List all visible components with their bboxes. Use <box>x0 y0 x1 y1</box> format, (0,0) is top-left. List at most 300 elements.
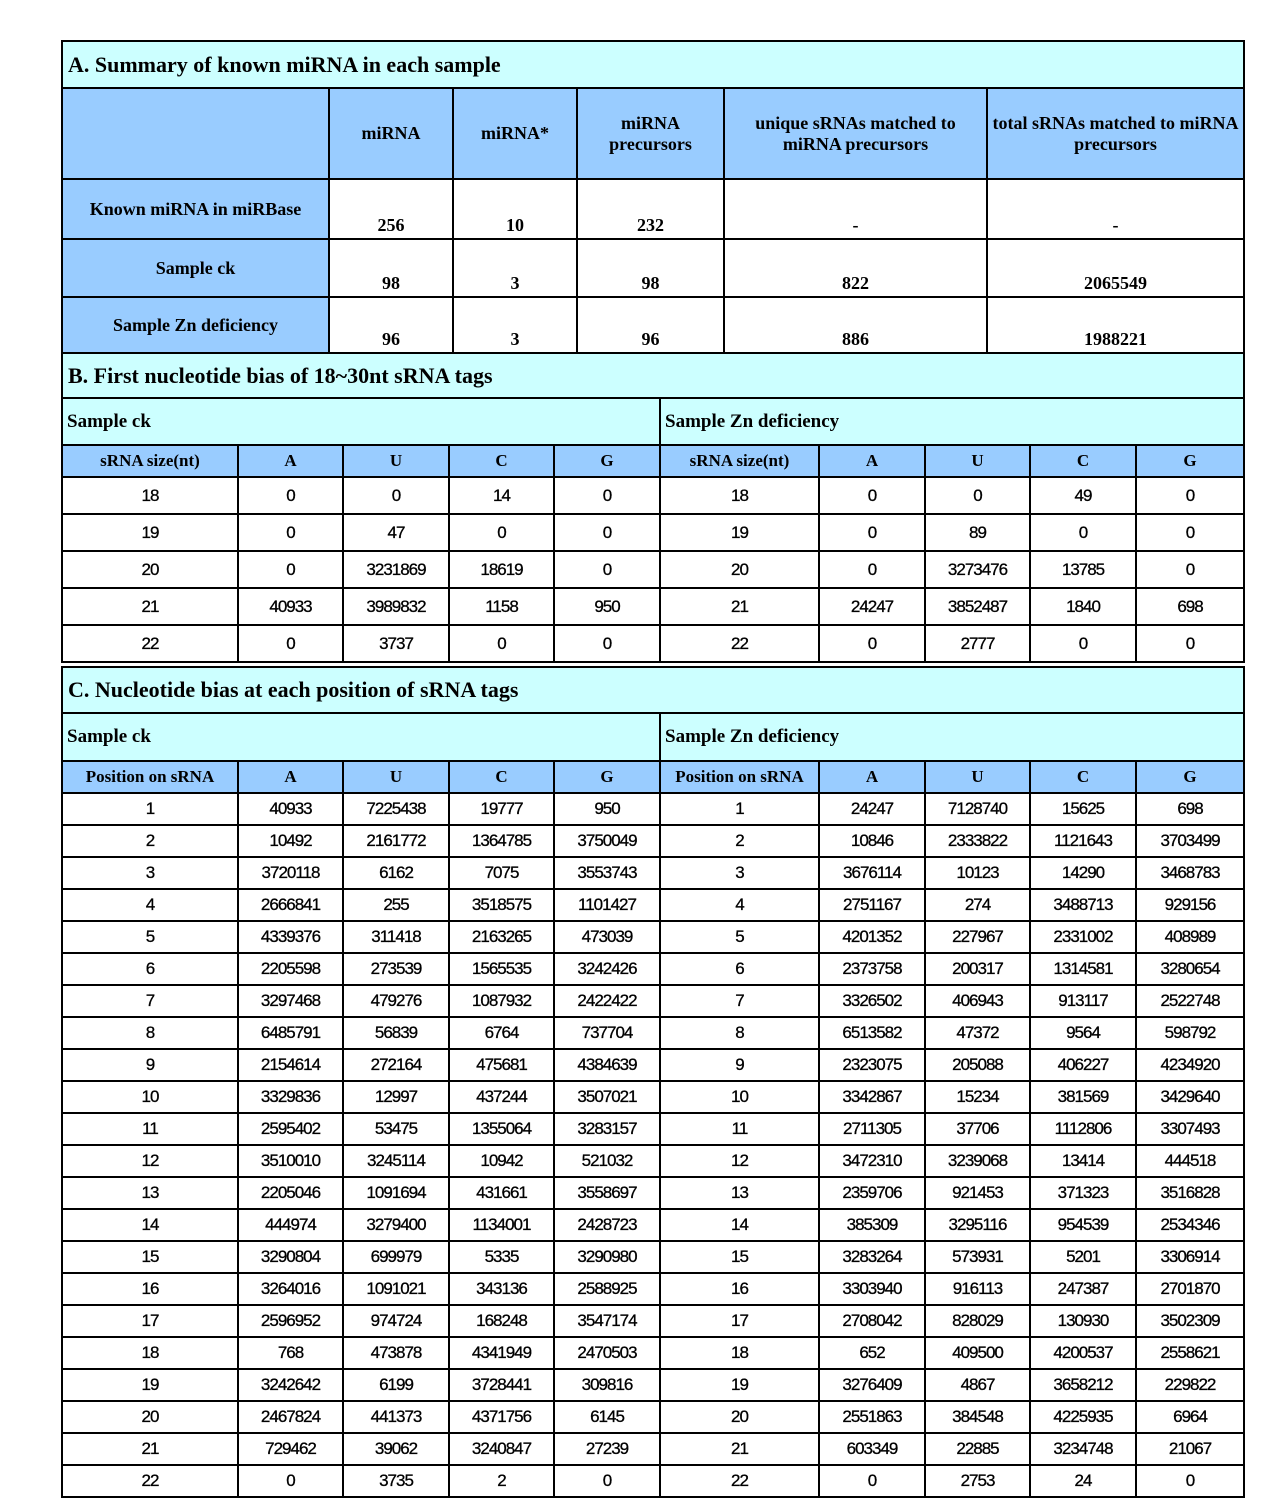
value-cell: 22885 <box>925 1433 1030 1465</box>
value-cell: 343136 <box>449 1273 554 1305</box>
col-header: sRNA size(nt) <box>62 445 238 477</box>
table-row <box>62 1113 1244 1145</box>
row-key-cell: 21 <box>62 588 238 625</box>
value-cell: 3558697 <box>554 1177 660 1209</box>
table-row <box>62 1145 1244 1177</box>
value-cell: 4341949 <box>449 1337 554 1369</box>
value-cell: 49 <box>1030 477 1136 514</box>
value-cell: 3234748 <box>1030 1433 1136 1465</box>
value-cell: 13785 <box>1030 551 1136 588</box>
value-cell: 913117 <box>1030 985 1136 1017</box>
value-cell: 1158 <box>449 588 554 625</box>
value-cell: 3852487 <box>925 588 1030 625</box>
value-cell: 4200537 <box>1030 1337 1136 1369</box>
value-cell: 10846 <box>819 825 925 857</box>
value-cell: 0 <box>343 477 449 514</box>
value-cell: 274 <box>925 889 1030 921</box>
row-key-cell: 18 <box>660 477 819 514</box>
value-cell: 130930 <box>1030 1305 1136 1337</box>
col-header: sRNA size(nt) <box>660 445 819 477</box>
value-cell: 3502309 <box>1136 1305 1244 1337</box>
value-cell: 3303940 <box>819 1273 925 1305</box>
summary-row-ck <box>62 239 1244 297</box>
value-cell: 4867 <box>925 1369 1030 1401</box>
value-cell: 3553743 <box>554 857 660 889</box>
summary-header-mirna: miRNA <box>329 88 453 179</box>
value-cell: 10123 <box>925 857 1030 889</box>
value-cell: 40933 <box>238 588 343 625</box>
value-cell: 56839 <box>343 1017 449 1049</box>
value-cell: 408989 <box>1136 921 1244 953</box>
row-key-cell: 11 <box>660 1113 819 1145</box>
value-cell: 431661 <box>449 1177 554 1209</box>
cell: 1988221 <box>987 297 1244 353</box>
summary-header-precursors: miRNA precursors <box>577 88 724 179</box>
row-key-cell: 19 <box>660 514 819 551</box>
row-key-cell: 7 <box>660 985 819 1017</box>
value-cell: 3242426 <box>554 953 660 985</box>
position-bias-section <box>61 666 1243 1498</box>
col-header: G <box>554 761 660 793</box>
value-cell: 929156 <box>1136 889 1244 921</box>
value-cell: 273539 <box>343 953 449 985</box>
row-key-cell: 1 <box>660 793 819 825</box>
value-cell: 3280654 <box>1136 953 1244 985</box>
value-cell: 652 <box>819 1337 925 1369</box>
value-cell: 950 <box>554 793 660 825</box>
table-row <box>62 825 1244 857</box>
table-row <box>62 1433 1244 1465</box>
value-cell: 737704 <box>554 1017 660 1049</box>
value-cell: 698 <box>1136 793 1244 825</box>
value-cell: 4371756 <box>449 1401 554 1433</box>
value-cell: 13414 <box>1030 1145 1136 1177</box>
col-header: A <box>819 761 925 793</box>
value-cell: 0 <box>238 1465 343 1497</box>
value-cell: 2751167 <box>819 889 925 921</box>
value-cell: 3750049 <box>554 825 660 857</box>
value-cell: 227967 <box>925 921 1030 953</box>
table-row <box>62 625 1244 662</box>
value-cell: 1840 <box>1030 588 1136 625</box>
value-cell: 1121643 <box>1030 825 1136 857</box>
row-key-cell: 10 <box>660 1081 819 1113</box>
row-key-cell: 17 <box>62 1305 238 1337</box>
position-bias-body <box>62 793 1244 1497</box>
value-cell: 3342867 <box>819 1081 925 1113</box>
value-cell: 3239068 <box>925 1145 1030 1177</box>
summary-header-mirna-star: miRNA* <box>453 88 577 179</box>
value-cell: 2323075 <box>819 1049 925 1081</box>
value-cell: 0 <box>449 514 554 551</box>
value-cell: 4339376 <box>238 921 343 953</box>
value-cell: 2333822 <box>925 825 1030 857</box>
row-key-cell: 9 <box>62 1049 238 1081</box>
value-cell: 14 <box>449 477 554 514</box>
value-cell: 6764 <box>449 1017 554 1049</box>
row-key-cell: 12 <box>62 1145 238 1177</box>
summary-header-unique-srnas: unique sRNAs matched to miRNA precursors <box>724 88 987 179</box>
value-cell: 6964 <box>1136 1401 1244 1433</box>
value-cell: 2596952 <box>238 1305 343 1337</box>
value-cell: 7075 <box>449 857 554 889</box>
value-cell: 24 <box>1030 1465 1136 1497</box>
row-key-cell: 19 <box>660 1369 819 1401</box>
value-cell: 7225438 <box>343 793 449 825</box>
row-key-cell: 5 <box>62 921 238 953</box>
value-cell: 10942 <box>449 1145 554 1177</box>
summary-table <box>61 40 1245 354</box>
summary-row-known <box>62 179 1244 239</box>
value-cell: 1355064 <box>449 1113 554 1145</box>
value-cell: 2588925 <box>554 1273 660 1305</box>
row-key-cell: 17 <box>660 1305 819 1337</box>
value-cell: 0 <box>1136 514 1244 551</box>
value-cell: 598792 <box>1136 1017 1244 1049</box>
row-key-cell: 2 <box>62 825 238 857</box>
value-cell: 3658212 <box>1030 1369 1136 1401</box>
value-cell: 272164 <box>343 1049 449 1081</box>
value-cell: 406227 <box>1030 1049 1136 1081</box>
row-key-cell: 18 <box>62 1337 238 1369</box>
value-cell: 0 <box>554 625 660 662</box>
value-cell: 2551863 <box>819 1401 925 1433</box>
value-cell: 0 <box>819 514 925 551</box>
row-key-cell: 18 <box>660 1337 819 1369</box>
value-cell: 729462 <box>238 1433 343 1465</box>
value-cell: 0 <box>238 551 343 588</box>
row-key-cell: 13 <box>660 1177 819 1209</box>
value-cell: 39062 <box>343 1433 449 1465</box>
value-cell: 3468783 <box>1136 857 1244 889</box>
value-cell: 200317 <box>925 953 1030 985</box>
row-key-cell: 16 <box>660 1273 819 1305</box>
value-cell: 2428723 <box>554 1209 660 1241</box>
value-cell: 10492 <box>238 825 343 857</box>
row-key-cell: 11 <box>62 1113 238 1145</box>
row-key-cell: 19 <box>62 1369 238 1401</box>
value-cell: 0 <box>925 477 1030 514</box>
sample-zn-label: Sample Zn deficiency <box>660 398 1244 445</box>
value-cell: 409500 <box>925 1337 1030 1369</box>
value-cell: 385309 <box>819 1209 925 1241</box>
value-cell: 3283157 <box>554 1113 660 1145</box>
value-cell: 7128740 <box>925 793 1030 825</box>
value-cell: 2373758 <box>819 953 925 985</box>
value-cell: 3264016 <box>238 1273 343 1305</box>
table-row <box>62 1241 1244 1273</box>
value-cell: 3429640 <box>1136 1081 1244 1113</box>
value-cell: 6513582 <box>819 1017 925 1049</box>
value-cell: 1314581 <box>1030 953 1136 985</box>
value-cell: 5201 <box>1030 1241 1136 1273</box>
summary-header-row <box>62 88 1244 179</box>
summary-header-blank <box>62 88 329 179</box>
value-cell: 2777 <box>925 625 1030 662</box>
value-cell: 27239 <box>554 1433 660 1465</box>
value-cell: 0 <box>238 477 343 514</box>
value-cell: 5335 <box>449 1241 554 1273</box>
row-key-cell: 5 <box>660 921 819 953</box>
value-cell: 573931 <box>925 1241 1030 1273</box>
value-cell: 381569 <box>1030 1081 1136 1113</box>
value-cell: 3273476 <box>925 551 1030 588</box>
value-cell: 3276409 <box>819 1369 925 1401</box>
row-key-cell: 22 <box>62 1465 238 1497</box>
value-cell: 6485791 <box>238 1017 343 1049</box>
value-cell: 3547174 <box>554 1305 660 1337</box>
section-c-title: C. Nucleotide bias at each position of sRNA tags <box>62 667 1244 713</box>
value-cell: 916113 <box>925 1273 1030 1305</box>
value-cell: 3720118 <box>238 857 343 889</box>
table-row <box>62 1017 1244 1049</box>
col-header: U <box>343 761 449 793</box>
cell: 96 <box>329 297 453 353</box>
value-cell: 0 <box>1136 551 1244 588</box>
table-row <box>62 514 1244 551</box>
value-cell: 3518575 <box>449 889 554 921</box>
value-cell: 473878 <box>343 1337 449 1369</box>
table-row <box>62 1337 1244 1369</box>
row-key-cell: 4 <box>62 889 238 921</box>
value-cell: 3283264 <box>819 1241 925 1273</box>
row-key-cell: 1 <box>62 793 238 825</box>
value-cell: 15234 <box>925 1081 1030 1113</box>
table-row <box>62 588 1244 625</box>
cell: 3 <box>453 239 577 297</box>
value-cell: 89 <box>925 514 1030 551</box>
value-cell: 3306914 <box>1136 1241 1244 1273</box>
first-nucleotide-table <box>61 352 1245 663</box>
value-cell: 2359706 <box>819 1177 925 1209</box>
value-cell: 24247 <box>819 588 925 625</box>
value-cell: 6162 <box>343 857 449 889</box>
first-nucleotide-bias-section <box>61 352 1243 663</box>
value-cell: 444974 <box>238 1209 343 1241</box>
col-header: G <box>1136 445 1244 477</box>
row-key-cell: 12 <box>660 1145 819 1177</box>
value-cell: 6199 <box>343 1369 449 1401</box>
value-cell: 255 <box>343 889 449 921</box>
value-cell: 3231869 <box>343 551 449 588</box>
header-row <box>62 445 1244 477</box>
value-cell: 371323 <box>1030 1177 1136 1209</box>
value-cell: 4234920 <box>1136 1049 1244 1081</box>
value-cell: 47 <box>343 514 449 551</box>
value-cell: 3240847 <box>449 1433 554 1465</box>
value-cell: 21067 <box>1136 1433 1244 1465</box>
value-cell: 4225935 <box>1030 1401 1136 1433</box>
value-cell: 3989832 <box>343 588 449 625</box>
value-cell: 24247 <box>819 793 925 825</box>
value-cell: 0 <box>238 514 343 551</box>
value-cell: 828029 <box>925 1305 1030 1337</box>
row-key-cell: 22 <box>660 1465 819 1497</box>
sample-ck-label: Sample ck <box>62 398 660 445</box>
value-cell: 0 <box>554 1465 660 1497</box>
value-cell: 3728441 <box>449 1369 554 1401</box>
sample-zn-label: Sample Zn deficiency <box>660 713 1244 761</box>
value-cell: 1101427 <box>554 889 660 921</box>
row-key-cell: 10 <box>62 1081 238 1113</box>
row-key-cell: 3 <box>62 857 238 889</box>
table-row <box>62 889 1244 921</box>
first-nucleotide-body <box>62 477 1244 662</box>
value-cell: 0 <box>238 625 343 662</box>
value-cell: 40933 <box>238 793 343 825</box>
value-cell: 3297468 <box>238 985 343 1017</box>
value-cell: 247387 <box>1030 1273 1136 1305</box>
value-cell: 2161772 <box>343 825 449 857</box>
value-cell: 6145 <box>554 1401 660 1433</box>
row-key-cell: 14 <box>660 1209 819 1241</box>
table-row <box>62 793 1244 825</box>
value-cell: 3290980 <box>554 1241 660 1273</box>
table-row <box>62 1049 1244 1081</box>
value-cell: 2701870 <box>1136 1273 1244 1305</box>
value-cell: 954539 <box>1030 1209 1136 1241</box>
value-cell: 3329836 <box>238 1081 343 1113</box>
value-cell: 3488713 <box>1030 889 1136 921</box>
row-key-cell: 22 <box>62 625 238 662</box>
col-header: Position on sRNA <box>62 761 238 793</box>
col-header: U <box>343 445 449 477</box>
row-key-cell: 8 <box>660 1017 819 1049</box>
value-cell: 437244 <box>449 1081 554 1113</box>
sample-ck-label: Sample ck <box>62 713 660 761</box>
value-cell: 53475 <box>343 1113 449 1145</box>
row-key-cell: 20 <box>62 551 238 588</box>
value-cell: 0 <box>819 1465 925 1497</box>
value-cell: 3737 <box>343 625 449 662</box>
value-cell: 603349 <box>819 1433 925 1465</box>
value-cell: 699979 <box>343 1241 449 1273</box>
row-key-cell: 4 <box>660 889 819 921</box>
value-cell: 1112806 <box>1030 1113 1136 1145</box>
value-cell: 479276 <box>343 985 449 1017</box>
value-cell: 921453 <box>925 1177 1030 1209</box>
value-cell: 309816 <box>554 1369 660 1401</box>
row-key-cell: 14 <box>62 1209 238 1241</box>
value-cell: 4384639 <box>554 1049 660 1081</box>
value-cell: 2595402 <box>238 1113 343 1145</box>
table-row <box>62 1465 1244 1497</box>
value-cell: 384548 <box>925 1401 1030 1433</box>
section-a-title: A. Summary of known miRNA in each sample <box>62 41 1244 88</box>
table-row <box>62 1401 1244 1433</box>
col-header: Position on sRNA <box>660 761 819 793</box>
value-cell: 47372 <box>925 1017 1030 1049</box>
value-cell: 0 <box>554 551 660 588</box>
value-cell: 3676114 <box>819 857 925 889</box>
table-row <box>62 1305 1244 1337</box>
value-cell: 521032 <box>554 1145 660 1177</box>
row-key-cell: 15 <box>660 1241 819 1273</box>
value-cell: 3307493 <box>1136 1113 1244 1145</box>
value-cell: 14290 <box>1030 857 1136 889</box>
value-cell: 0 <box>554 514 660 551</box>
row-key-cell: 3 <box>660 857 819 889</box>
value-cell: 1364785 <box>449 825 554 857</box>
value-cell: 2331002 <box>1030 921 1136 953</box>
value-cell: 3290804 <box>238 1241 343 1273</box>
value-cell: 441373 <box>343 1401 449 1433</box>
row-key-cell: 21 <box>62 1433 238 1465</box>
cell: 822 <box>724 239 987 297</box>
value-cell: 0 <box>819 625 925 662</box>
value-cell: 1091694 <box>343 1177 449 1209</box>
value-cell: 3279400 <box>343 1209 449 1241</box>
cell: - <box>724 179 987 239</box>
value-cell: 168248 <box>449 1305 554 1337</box>
cell: - <box>987 179 1244 239</box>
value-cell: 3472310 <box>819 1145 925 1177</box>
value-cell: 3703499 <box>1136 825 1244 857</box>
summary-known-mirna-section <box>61 40 1243 354</box>
value-cell: 3242642 <box>238 1369 343 1401</box>
row-key-cell: 19 <box>62 514 238 551</box>
table-row <box>62 1177 1244 1209</box>
value-cell: 9564 <box>1030 1017 1136 1049</box>
value-cell: 3295116 <box>925 1209 1030 1241</box>
cell: 98 <box>577 239 724 297</box>
value-cell: 37706 <box>925 1113 1030 1145</box>
value-cell: 12997 <box>343 1081 449 1113</box>
value-cell: 2163265 <box>449 921 554 953</box>
value-cell: 444518 <box>1136 1145 1244 1177</box>
value-cell: 3510010 <box>238 1145 343 1177</box>
col-header: A <box>238 445 343 477</box>
value-cell: 15625 <box>1030 793 1136 825</box>
value-cell: 1134001 <box>449 1209 554 1241</box>
value-cell: 205088 <box>925 1049 1030 1081</box>
table-row <box>62 953 1244 985</box>
table-row <box>62 551 1244 588</box>
value-cell: 2558621 <box>1136 1337 1244 1369</box>
table-row <box>62 857 1244 889</box>
cell: 232 <box>577 179 724 239</box>
value-cell: 768 <box>238 1337 343 1369</box>
value-cell: 3326502 <box>819 985 925 1017</box>
value-cell: 2422422 <box>554 985 660 1017</box>
col-header: C <box>449 445 554 477</box>
table-row <box>62 1273 1244 1305</box>
header-row <box>62 761 1244 793</box>
value-cell: 1565535 <box>449 953 554 985</box>
row-label: Sample Zn deficiency <box>62 297 329 353</box>
row-key-cell: 20 <box>660 1401 819 1433</box>
table-row <box>62 921 1244 953</box>
row-key-cell: 6 <box>62 953 238 985</box>
table-row <box>62 1081 1244 1113</box>
col-header: A <box>238 761 343 793</box>
col-header: C <box>449 761 554 793</box>
cell: 3 <box>453 297 577 353</box>
value-cell: 2753 <box>925 1465 1030 1497</box>
value-cell: 950 <box>554 588 660 625</box>
value-cell: 0 <box>1136 625 1244 662</box>
value-cell: 2708042 <box>819 1305 925 1337</box>
row-key-cell: 16 <box>62 1273 238 1305</box>
cell: 96 <box>577 297 724 353</box>
cell: 10 <box>453 179 577 239</box>
value-cell: 0 <box>1030 514 1136 551</box>
value-cell: 1087932 <box>449 985 554 1017</box>
value-cell: 311418 <box>343 921 449 953</box>
cell: 2065549 <box>987 239 1244 297</box>
value-cell: 2666841 <box>238 889 343 921</box>
col-header: A <box>819 445 925 477</box>
